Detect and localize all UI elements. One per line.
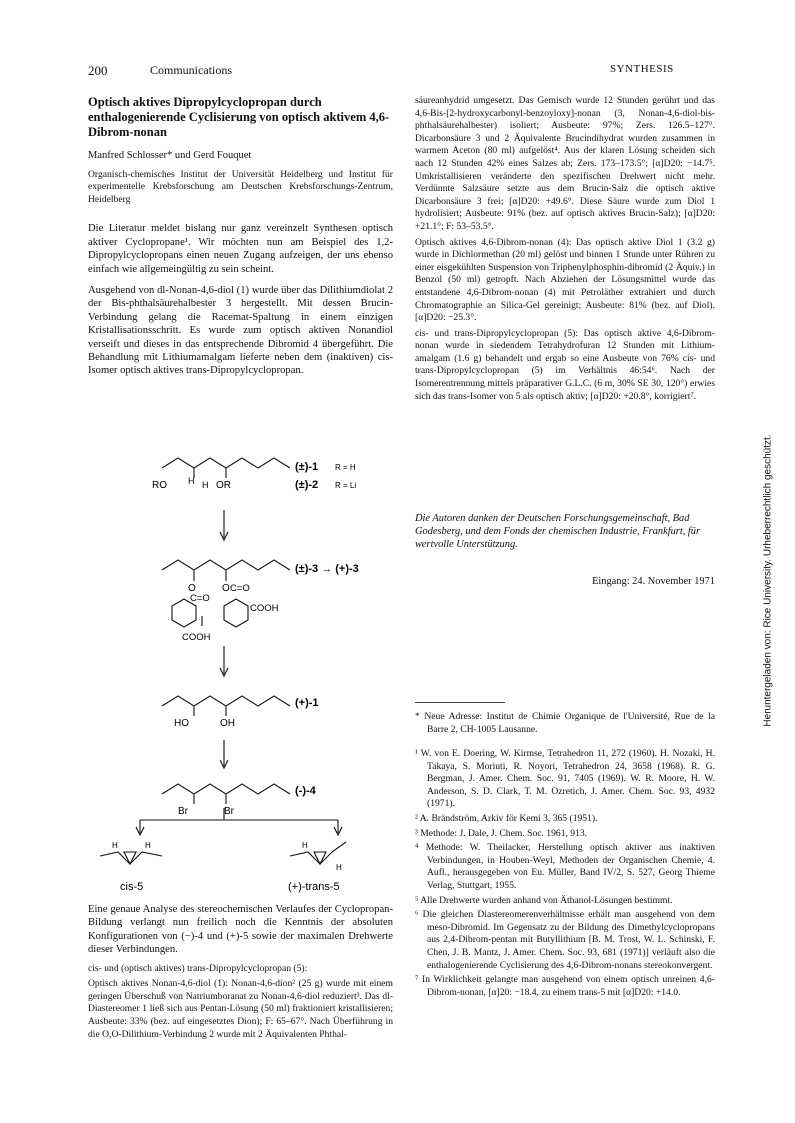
footnote-address: * Neue Adresse: Institut de Chimie Organique de l'Université, Rue de la Barre 2, CH-1005 Lausanne. xyxy=(415,711,715,735)
page-number: 200 xyxy=(88,63,108,78)
article-authors: Manfred Schlosser* und Gerd Fouquet xyxy=(88,150,252,161)
svg-text:H: H xyxy=(302,841,308,850)
row3-HO: HO xyxy=(174,718,189,729)
product-label-trans: (+)-trans-5 xyxy=(288,881,340,893)
footnotes xyxy=(415,702,715,738)
experimental-diol-continued: säureanhydrid umgesetzt. Das Gemisch wurde 12 Stunden gerührt und das 4,6-Bis-[2-hydroxycarbonyl-benzoyloxy]-nonan (3, Nonan-4,6-diol-bis-phthalsäurehalbester) isoliert; Ausbeute: 97%; Zers. 126.5–127°. Dicarbonsäure 3 und 2 Äquivalente Brucindihydrat wurden zusammen in warmem Aceton (80 ml) aufgelöst⁴. Aus der klaren Lösung scheiden sich nach 12 Stunden 42% eines Salzes ab; Zers. 173–173.5°; [α]D20: −14.7⁵. Umkristallisieren veränderte den spezifischen Drehwert nicht mehr. Verdünnte Salzsäure setzte aus dem Brucin-Salz die optisch aktive Dicarbonsäure 3 frei; [α]D20: +49.6°. Diese Säure wurde zum Diol 1 hydrolisiert; Ausbeute: 91% (bez. auf optisch aktives Brucin-Salz); [α]D20: +21.1°; F: 53–53.5°. xyxy=(415,95,715,232)
experimental-diol: Optisch aktives Nonan-4,6-diol (1): Nonan-4,6-dion² (25 g) wurde mit einem geringen Überschuß von Natriumboranat zu Nonan-4,6-diol reduziert³. Das dl-Diastereomer 1 ließ sich aus Pentan-Lösung (50 ml) fraktioniert kristallisieren; Ausbeute: 33% (bez. auf eingesetztes Dion); F: 65–67°. Nach Überführung in die O,O-Dilithium-Verbindung 2 wurde mit 2 Äquivalenten Phthal- xyxy=(88,978,393,1040)
reference-item: ⁷ In Wirklichkeit gelangte man ausgehend von einem optisch unreinen 4,6-Dibrom-nonan, [α]20: −18.4, zu einem trans-5 mit [α]D20: +14.0. xyxy=(415,974,715,998)
experimental-heading: cis- und (optisch aktives) trans-Dipropylcyclopropan (5): xyxy=(88,962,308,974)
compound-label-1-active: (+)-1 xyxy=(295,697,319,709)
reference-item: ⁶ Die gleichen Diastereomerenverhältnisse erhält man ausgehend von dem meso-Dibromid. Im Gegensatz zu der Bildung des Dimethylcyclopropans aus 2,4-Dibrom-pentan mit Butyllithium [B. M. Trost, W. L. Schinski, F. Chen, J. B. Mantz, J. Amer. Chem. Soc. 93, 681 (1971)] verläuft also die enthalogenierende Cyclisierung des 4,6-Dibrom-nonans stereokonvergent. xyxy=(415,909,715,971)
row2-CO-left: C=O xyxy=(190,593,210,604)
row2-O-right: O xyxy=(222,583,230,594)
article-title: Optisch aktives Dipropylcyclopropan durch enthalogenierende Cyclisierung von optisch aktivem 4,6-Dibrom-nonan xyxy=(88,95,390,139)
row1-RO-right: OR xyxy=(216,480,231,491)
left-column-top xyxy=(88,95,393,382)
reference-item: ³ Methode: J. Dale, J. Chem. Soc. 1961, 913. xyxy=(415,827,588,839)
row2-COOH-right: COOH xyxy=(250,603,279,614)
references-list xyxy=(415,748,715,1001)
acknowledgement: Die Autoren danken der Deutschen Forschungsgemeinschaft, Bad Godesberg, und dem Fonds der chemischen Industrie, Frankfurt, für wertvolle Unterstützung. xyxy=(415,513,701,551)
reference-item: ⁵ Alle Drehwerte wurden anhand von Äthanol-Lösungen bestimmt. xyxy=(415,894,673,906)
compound-R-1: R = H xyxy=(335,463,356,472)
row4-Br-left: Br xyxy=(178,806,188,817)
right-column-top xyxy=(415,95,715,403)
row2-CO-right: C=O xyxy=(230,583,250,594)
row1-H2: H xyxy=(202,480,209,490)
left-column-bottom xyxy=(88,903,393,1041)
received-date: Eingang: 24. November 1971 xyxy=(592,575,715,587)
svg-text:H: H xyxy=(112,841,118,850)
download-notice xyxy=(758,305,778,865)
row4-Br-right: Br xyxy=(224,806,234,817)
product-label-cis: cis-5 xyxy=(120,881,144,893)
row2-COOH-left: COOH xyxy=(182,632,211,643)
analysis-paragraph: Eine genaue Analyse des stereochemischen Verlaufes der Cyclopropan-Bildung verlangt nun freilich noch die Kenntnis der absoluten Konfigurationen von (−)-4 und (+)-5 sowie der maximalen Drehwerte dieser Verbindungen. xyxy=(88,904,393,956)
compound-label-1: (±)-1 xyxy=(295,461,319,473)
svg-text:H: H xyxy=(336,863,342,872)
compound-label-4: (-)-4 xyxy=(295,785,316,797)
intro-paragraph: Die Literatur meldet bislang nur ganz vereinzelt Synthesen optisch aktiver Cyclopropane¹. Wir möchten nun am Beispiel des 1,2-Dipropylcyclopropans einen neuen Zugang aufzeigen, der uns ebenso einfach wie allgemeingültig zu sein scheint. xyxy=(88,223,393,275)
synthesis-paragraph: Ausgehend von dl-Nonan-4,6-diol (1) wurde über das Dilithiumdiolat 2 der Bis-phthalsäurehalbester 3 hergestellt. Mit dessen Brucin-Verbindung gelang die Racemat-Spaltung in einem einzigen Kristallisationsschritt. Es wurde zum optisch aktiven Nonandiol verseift und dieses in das entsprechende Dibromid 4 übergeführt. Die Behandlung mit Lithiumamalgam lieferte neben dem (inaktiven) cis-Isomer optisch aktives trans-Dipropylcyclopropan. xyxy=(88,285,393,377)
row1-H1: H xyxy=(188,476,195,486)
row1-RO-left: RO xyxy=(152,480,167,491)
right-column-middle xyxy=(415,512,715,588)
reference-item: ¹ W. von E. Doering, W. Kirmse, Tetrahedron 11, 272 (1960). H. Nozaki, H. Takaya, S. Moriuti, R. Noyori, Tetrahedron 24, 3658 (1968). R. G. Bergman, J. Amer. Chem. Soc. 91, 7405 (1969). W. R. Moore, H. W. Anderson, S. D. Clark, T. M. Ozretich, J. Amer. Chem. Soc. 93, 4932 (1971). xyxy=(415,748,715,810)
svg-text:H: H xyxy=(145,841,151,850)
journal-name: SYNTHESIS xyxy=(610,63,674,75)
experimental-cyclopropane: cis- und trans-Dipropylcyclopropan (5): Das optisch aktive 4,6-Dibrom-nonan wurde in siedendem Tetrahydrofuran 12 Stunden mit Lithium-amalgam (1.6 g) behandelt und ergab so eine Ausbeute von 76% cis- und trans-Dipropylcyclopropan (5) im Verhältnis 46:54⁶. Nach der Isomerentrennung mittels präparativer G.L.C. (6 m, 30% SE 30, 120°) erwies sich das trans-Isomer von 5 als optisch aktiv; [α]D20: +20.8°, korrigiert⁷. xyxy=(415,327,715,402)
experimental-dibromide: Optisch aktives 4,6-Dibrom-nonan (4): Das optisch aktive Diol 1 (3.2 g) wurde in Dichlormethan (20 ml) gelöst und binnen 1 Stunde unter Rühren zu einer eisgekühlten Suspension von Triphenylphosphin-dibromid (2 Äquiv.) in Benzol (50 ml) getropft. Nach Abziehen der Lösungsmittel wurde das entstandene 4,6-Dibrom-nonan (4) mit Petroläther extrahiert und durch Chromatographie an Silica-Gel gereinigt; Ausbeute: 81% (bez. auf Diol). [α]D20: −25.3°. xyxy=(415,236,715,324)
section-name: Communications xyxy=(150,63,232,77)
download-notice-text: Heruntergeladen von: Rice University. Urheberrechtlich geschützt. xyxy=(762,434,774,727)
compound-R-2: R = Li xyxy=(335,481,357,490)
reference-item: ² A. Brändström, Arkiv för Kemi 3, 365 (1951). xyxy=(415,812,598,824)
row3-OH: OH xyxy=(220,718,235,729)
row2-O-left: O xyxy=(188,583,196,594)
reaction-scheme xyxy=(90,448,400,856)
cyclopropane-products xyxy=(90,838,400,898)
reference-item: ⁴ Methode: W. Theilacker, Herstellung optisch aktiver aus inaktiven Verbindungen, in Houben-Weyl, Methoden der Organischen Chemie, 4. Aufl., herausgegeben von Eu. Müller, Band IV/2, S. 527, Georg Thieme Verlag, Stuttgart, 1955. xyxy=(415,842,715,891)
affiliation: Organisch-chemisches Institut der Universität Heidelberg und Institut für experimentelle Krebsforschung am Deutschen Krebsforschungs-Zentrum, Heidelberg xyxy=(88,168,393,205)
compound-label-2: (±)-2 xyxy=(295,479,319,491)
footnote-rule xyxy=(415,702,505,703)
compound-label-3: (±)-3 → (+)-3 xyxy=(295,563,359,575)
